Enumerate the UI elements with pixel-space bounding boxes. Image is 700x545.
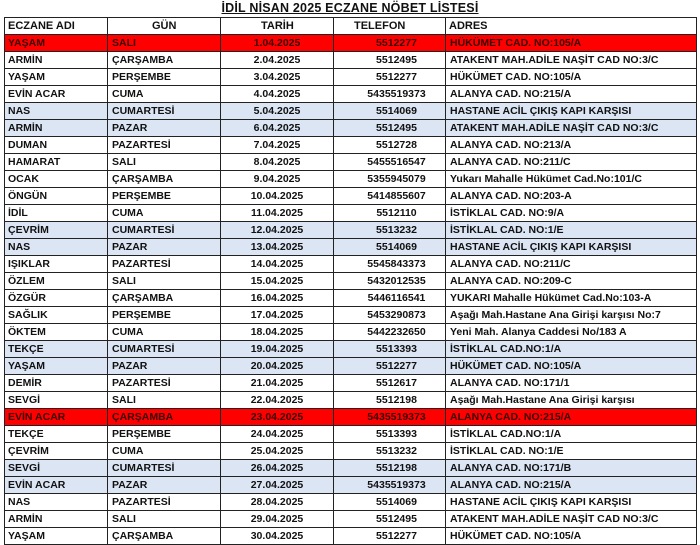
cell-day: SALI: [108, 35, 221, 52]
cell-date: 23.04.2025: [221, 409, 334, 426]
cell-day: ÇARŞAMBA: [108, 52, 221, 69]
cell-pharmacy-name: EVİN ACAR: [5, 409, 108, 426]
cell-day: ÇARŞAMBA: [108, 171, 221, 188]
cell-pharmacy-name: YAŞAM: [5, 528, 108, 545]
cell-address: İSTİKLAL CAD.NO:1/A: [446, 341, 697, 358]
cell-day: CUMA: [108, 443, 221, 460]
cell-date: 26.04.2025: [221, 460, 334, 477]
cell-address: ALANYA CAD. NO:215/A: [446, 409, 697, 426]
cell-pharmacy-name: ÇEVRİM: [5, 222, 108, 239]
table-row: [5, 341, 697, 358]
cell-pharmacy-name: ARMİN: [5, 511, 108, 528]
cell-day: CUMA: [108, 86, 221, 103]
table-row: [5, 103, 697, 120]
table-row: [5, 494, 697, 511]
cell-pharmacy-name: TEKÇE: [5, 426, 108, 443]
cell-phone: 5512728: [334, 137, 446, 154]
cell-phone: 5514069: [334, 494, 446, 511]
cell-phone: 5513393: [334, 341, 446, 358]
cell-day: PAZARTESİ: [108, 494, 221, 511]
cell-date: 16.04.2025: [221, 290, 334, 307]
cell-address: ALANYA CAD. NO:215/A: [446, 86, 697, 103]
cell-date: 21.04.2025: [221, 375, 334, 392]
cell-address: ATAKENT MAH.ADİLE NAŞİT CAD NO:3/C: [446, 120, 697, 137]
table-row: [5, 324, 697, 341]
cell-phone: 5512277: [334, 35, 446, 52]
cell-day: PERŞEMBE: [108, 307, 221, 324]
table-row: [5, 409, 697, 426]
cell-date: 22.04.2025: [221, 392, 334, 409]
table-row: [5, 528, 697, 545]
cell-phone: 5455516547: [334, 154, 446, 171]
cell-phone: 5512277: [334, 69, 446, 86]
cell-address: HÜKÜMET CAD. NO:105/A: [446, 69, 697, 86]
cell-pharmacy-name: NAS: [5, 239, 108, 256]
cell-address: İSTİKLAL CAD. NO:1/E: [446, 222, 697, 239]
cell-day: PAZARTESİ: [108, 256, 221, 273]
cell-day: SALI: [108, 273, 221, 290]
cell-address: ALANYA CAD. NO:171/1: [446, 375, 697, 392]
table-row: [5, 307, 697, 324]
cell-phone: 5512110: [334, 205, 446, 222]
cell-date: 18.04.2025: [221, 324, 334, 341]
cell-pharmacy-name: EVİN ACAR: [5, 477, 108, 494]
cell-day: ÇARŞAMBA: [108, 409, 221, 426]
cell-day: CUMA: [108, 205, 221, 222]
cell-day: CUMARTESİ: [108, 222, 221, 239]
cell-phone: 5512277: [334, 528, 446, 545]
table-row: [5, 222, 697, 239]
cell-pharmacy-name: EVİN ACAR: [5, 86, 108, 103]
cell-day: PERŞEMBE: [108, 188, 221, 205]
cell-pharmacy-name: ARMİN: [5, 120, 108, 137]
cell-date: 28.04.2025: [221, 494, 334, 511]
cell-address: Aşağı Mah.Hastane Ana Girişi karşısı No:7: [446, 307, 697, 324]
cell-day: CUMA: [108, 324, 221, 341]
cell-phone: 5513232: [334, 443, 446, 460]
cell-pharmacy-name: ÖZLEM: [5, 273, 108, 290]
cell-date: 17.04.2025: [221, 307, 334, 324]
cell-address: HÜKÜMET CAD. NO:105/A: [446, 528, 697, 545]
cell-address: İSTİKLAL CAD. NO:1/E: [446, 443, 697, 460]
table-row: [5, 375, 697, 392]
cell-pharmacy-name: TEKÇE: [5, 341, 108, 358]
cell-address: ATAKENT MAH.ADİLE NAŞİT CAD NO:3/C: [446, 52, 697, 69]
cell-date: 24.04.2025: [221, 426, 334, 443]
cell-day: PAZAR: [108, 358, 221, 375]
cell-address: ALANYA CAD. NO:215/A: [446, 477, 697, 494]
cell-date: 5.04.2025: [221, 103, 334, 120]
cell-pharmacy-name: SEVGİ: [5, 392, 108, 409]
cell-phone: 5414855607: [334, 188, 446, 205]
table-row: [5, 239, 697, 256]
cell-phone: 5512198: [334, 460, 446, 477]
cell-date: 1.04.2025: [221, 35, 334, 52]
cell-address: YUKARI Mahalle Hükümet Cad.No:103-A: [446, 290, 697, 307]
cell-phone: 5435519373: [334, 477, 446, 494]
table-row: [5, 392, 697, 409]
cell-pharmacy-name: ÖNGÜN: [5, 188, 108, 205]
cell-pharmacy-name: NAS: [5, 494, 108, 511]
table-row: [5, 120, 697, 137]
table-row: [5, 171, 697, 188]
cell-day: CUMARTESİ: [108, 103, 221, 120]
cell-date: 29.04.2025: [221, 511, 334, 528]
cell-date: 13.04.2025: [221, 239, 334, 256]
cell-pharmacy-name: DUMAN: [5, 137, 108, 154]
cell-date: 11.04.2025: [221, 205, 334, 222]
cell-day: PAZAR: [108, 120, 221, 137]
cell-day: PAZARTESİ: [108, 375, 221, 392]
table-body: [5, 35, 697, 545]
table-row: [5, 426, 697, 443]
header-day: GÜN: [108, 18, 221, 35]
table-row: [5, 290, 697, 307]
cell-date: 8.04.2025: [221, 154, 334, 171]
cell-address: HASTANE ACİL ÇIKIŞ KAPI KARŞISI: [446, 494, 697, 511]
table-row: [5, 52, 697, 69]
duty-table: [4, 17, 697, 545]
cell-day: PAZARTESİ: [108, 137, 221, 154]
cell-phone: 5514069: [334, 103, 446, 120]
cell-phone: 5512495: [334, 511, 446, 528]
cell-address: ALANYA CAD. NO:203-A: [446, 188, 697, 205]
cell-phone: 5512198: [334, 392, 446, 409]
cell-pharmacy-name: YAŞAM: [5, 358, 108, 375]
cell-pharmacy-name: ÖKTEM: [5, 324, 108, 341]
table-row: [5, 511, 697, 528]
cell-day: PAZAR: [108, 239, 221, 256]
cell-date: 3.04.2025: [221, 69, 334, 86]
header-pharmacy-name: ECZANE ADI: [5, 18, 108, 35]
cell-date: 15.04.2025: [221, 273, 334, 290]
cell-address: ALANYA CAD. NO:211/C: [446, 154, 697, 171]
cell-phone: 5512495: [334, 52, 446, 69]
cell-address: Yeni Mah. Alanya Caddesi No/183 A: [446, 324, 697, 341]
cell-date: 19.04.2025: [221, 341, 334, 358]
cell-date: 27.04.2025: [221, 477, 334, 494]
title-text: İDİL NİSAN 2025 ECZANE NÖBET LİSTESİ: [221, 1, 479, 15]
cell-address: İSTİKLAL CAD.NO:1/A: [446, 426, 697, 443]
cell-address: HÜKÜMET CAD. NO:105/A: [446, 35, 697, 52]
cell-pharmacy-name: SEVGİ: [5, 460, 108, 477]
cell-day: ÇARŞAMBA: [108, 528, 221, 545]
cell-pharmacy-name: IŞIKLAR: [5, 256, 108, 273]
cell-date: 14.04.2025: [221, 256, 334, 273]
cell-address: HÜKÜMET CAD. NO:105/A: [446, 358, 697, 375]
cell-pharmacy-name: ÖZGÜR: [5, 290, 108, 307]
cell-address: HASTANE ACİL ÇIKIŞ KAPI KARŞISI: [446, 103, 697, 120]
cell-phone: 5435519373: [334, 86, 446, 103]
cell-date: 7.04.2025: [221, 137, 334, 154]
cell-address: Yukarı Mahalle Hükümet Cad.No:101/C: [446, 171, 697, 188]
cell-phone: 5512277: [334, 358, 446, 375]
cell-date: 9.04.2025: [221, 171, 334, 188]
cell-pharmacy-name: ARMİN: [5, 52, 108, 69]
header-address: ADRES: [446, 18, 697, 35]
cell-pharmacy-name: HAMARAT: [5, 154, 108, 171]
table-row: [5, 477, 697, 494]
table-row: [5, 154, 697, 171]
table-row: [5, 358, 697, 375]
cell-phone: 5512617: [334, 375, 446, 392]
cell-pharmacy-name: ÇEVRİM: [5, 443, 108, 460]
cell-pharmacy-name: YAŞAM: [5, 69, 108, 86]
cell-phone: 5432012535: [334, 273, 446, 290]
cell-day: PERŞEMBE: [108, 426, 221, 443]
cell-pharmacy-name: NAS: [5, 103, 108, 120]
cell-address: ALANYA CAD. NO:171/B: [446, 460, 697, 477]
cell-date: 4.04.2025: [221, 86, 334, 103]
cell-date: 12.04.2025: [221, 222, 334, 239]
page-title: [0, 0, 700, 17]
cell-address: HASTANE ACİL ÇIKIŞ KAPI KARŞISI: [446, 239, 697, 256]
cell-day: PAZAR: [108, 477, 221, 494]
cell-phone: 5513393: [334, 426, 446, 443]
cell-address: ATAKENT MAH.ADİLE NAŞİT CAD NO:3/C: [446, 511, 697, 528]
table-row: [5, 188, 697, 205]
header-phone: TELEFON: [334, 18, 446, 35]
cell-date: 2.04.2025: [221, 52, 334, 69]
cell-address: ALANYA CAD. NO:211/C: [446, 256, 697, 273]
table-row: [5, 137, 697, 154]
cell-phone: 5512495: [334, 120, 446, 137]
cell-pharmacy-name: İDİL: [5, 205, 108, 222]
cell-pharmacy-name: YAŞAM: [5, 35, 108, 52]
cell-address: ALANYA CAD. NO:209-C: [446, 273, 697, 290]
cell-day: CUMARTESİ: [108, 460, 221, 477]
cell-day: SALI: [108, 511, 221, 528]
cell-day: CUMARTESİ: [108, 341, 221, 358]
cell-phone: 5435519373: [334, 409, 446, 426]
cell-phone: 5453290873: [334, 307, 446, 324]
cell-pharmacy-name: DEMİR: [5, 375, 108, 392]
table-row: [5, 69, 697, 86]
table-row: [5, 35, 697, 52]
cell-day: SALI: [108, 392, 221, 409]
cell-day: SALI: [108, 154, 221, 171]
cell-phone: 5446116541: [334, 290, 446, 307]
table-row: [5, 460, 697, 477]
cell-date: 30.04.2025: [221, 528, 334, 545]
cell-phone: 5442232650: [334, 324, 446, 341]
cell-pharmacy-name: SAĞLIK: [5, 307, 108, 324]
table-row: [5, 256, 697, 273]
cell-address: Aşağı Mah.Hastane Ana Girişi karşısı: [446, 392, 697, 409]
cell-address: İSTİKLAL CAD. NO:9/A: [446, 205, 697, 222]
table-row: [5, 273, 697, 290]
table-row: [5, 205, 697, 222]
cell-phone: 5514069: [334, 239, 446, 256]
cell-address: ALANYA CAD. NO:213/A: [446, 137, 697, 154]
cell-date: 10.04.2025: [221, 188, 334, 205]
header-date: TARİH: [221, 18, 334, 35]
cell-phone: 5545843373: [334, 256, 446, 273]
cell-phone: 5355945079: [334, 171, 446, 188]
cell-date: 25.04.2025: [221, 443, 334, 460]
cell-pharmacy-name: OCAK: [5, 171, 108, 188]
cell-day: PERŞEMBE: [108, 69, 221, 86]
table-row: [5, 86, 697, 103]
cell-date: 6.04.2025: [221, 120, 334, 137]
cell-day: ÇARŞAMBA: [108, 290, 221, 307]
cell-date: 20.04.2025: [221, 358, 334, 375]
table-row: [5, 443, 697, 460]
cell-phone: 5513232: [334, 222, 446, 239]
header-row: [5, 18, 697, 35]
